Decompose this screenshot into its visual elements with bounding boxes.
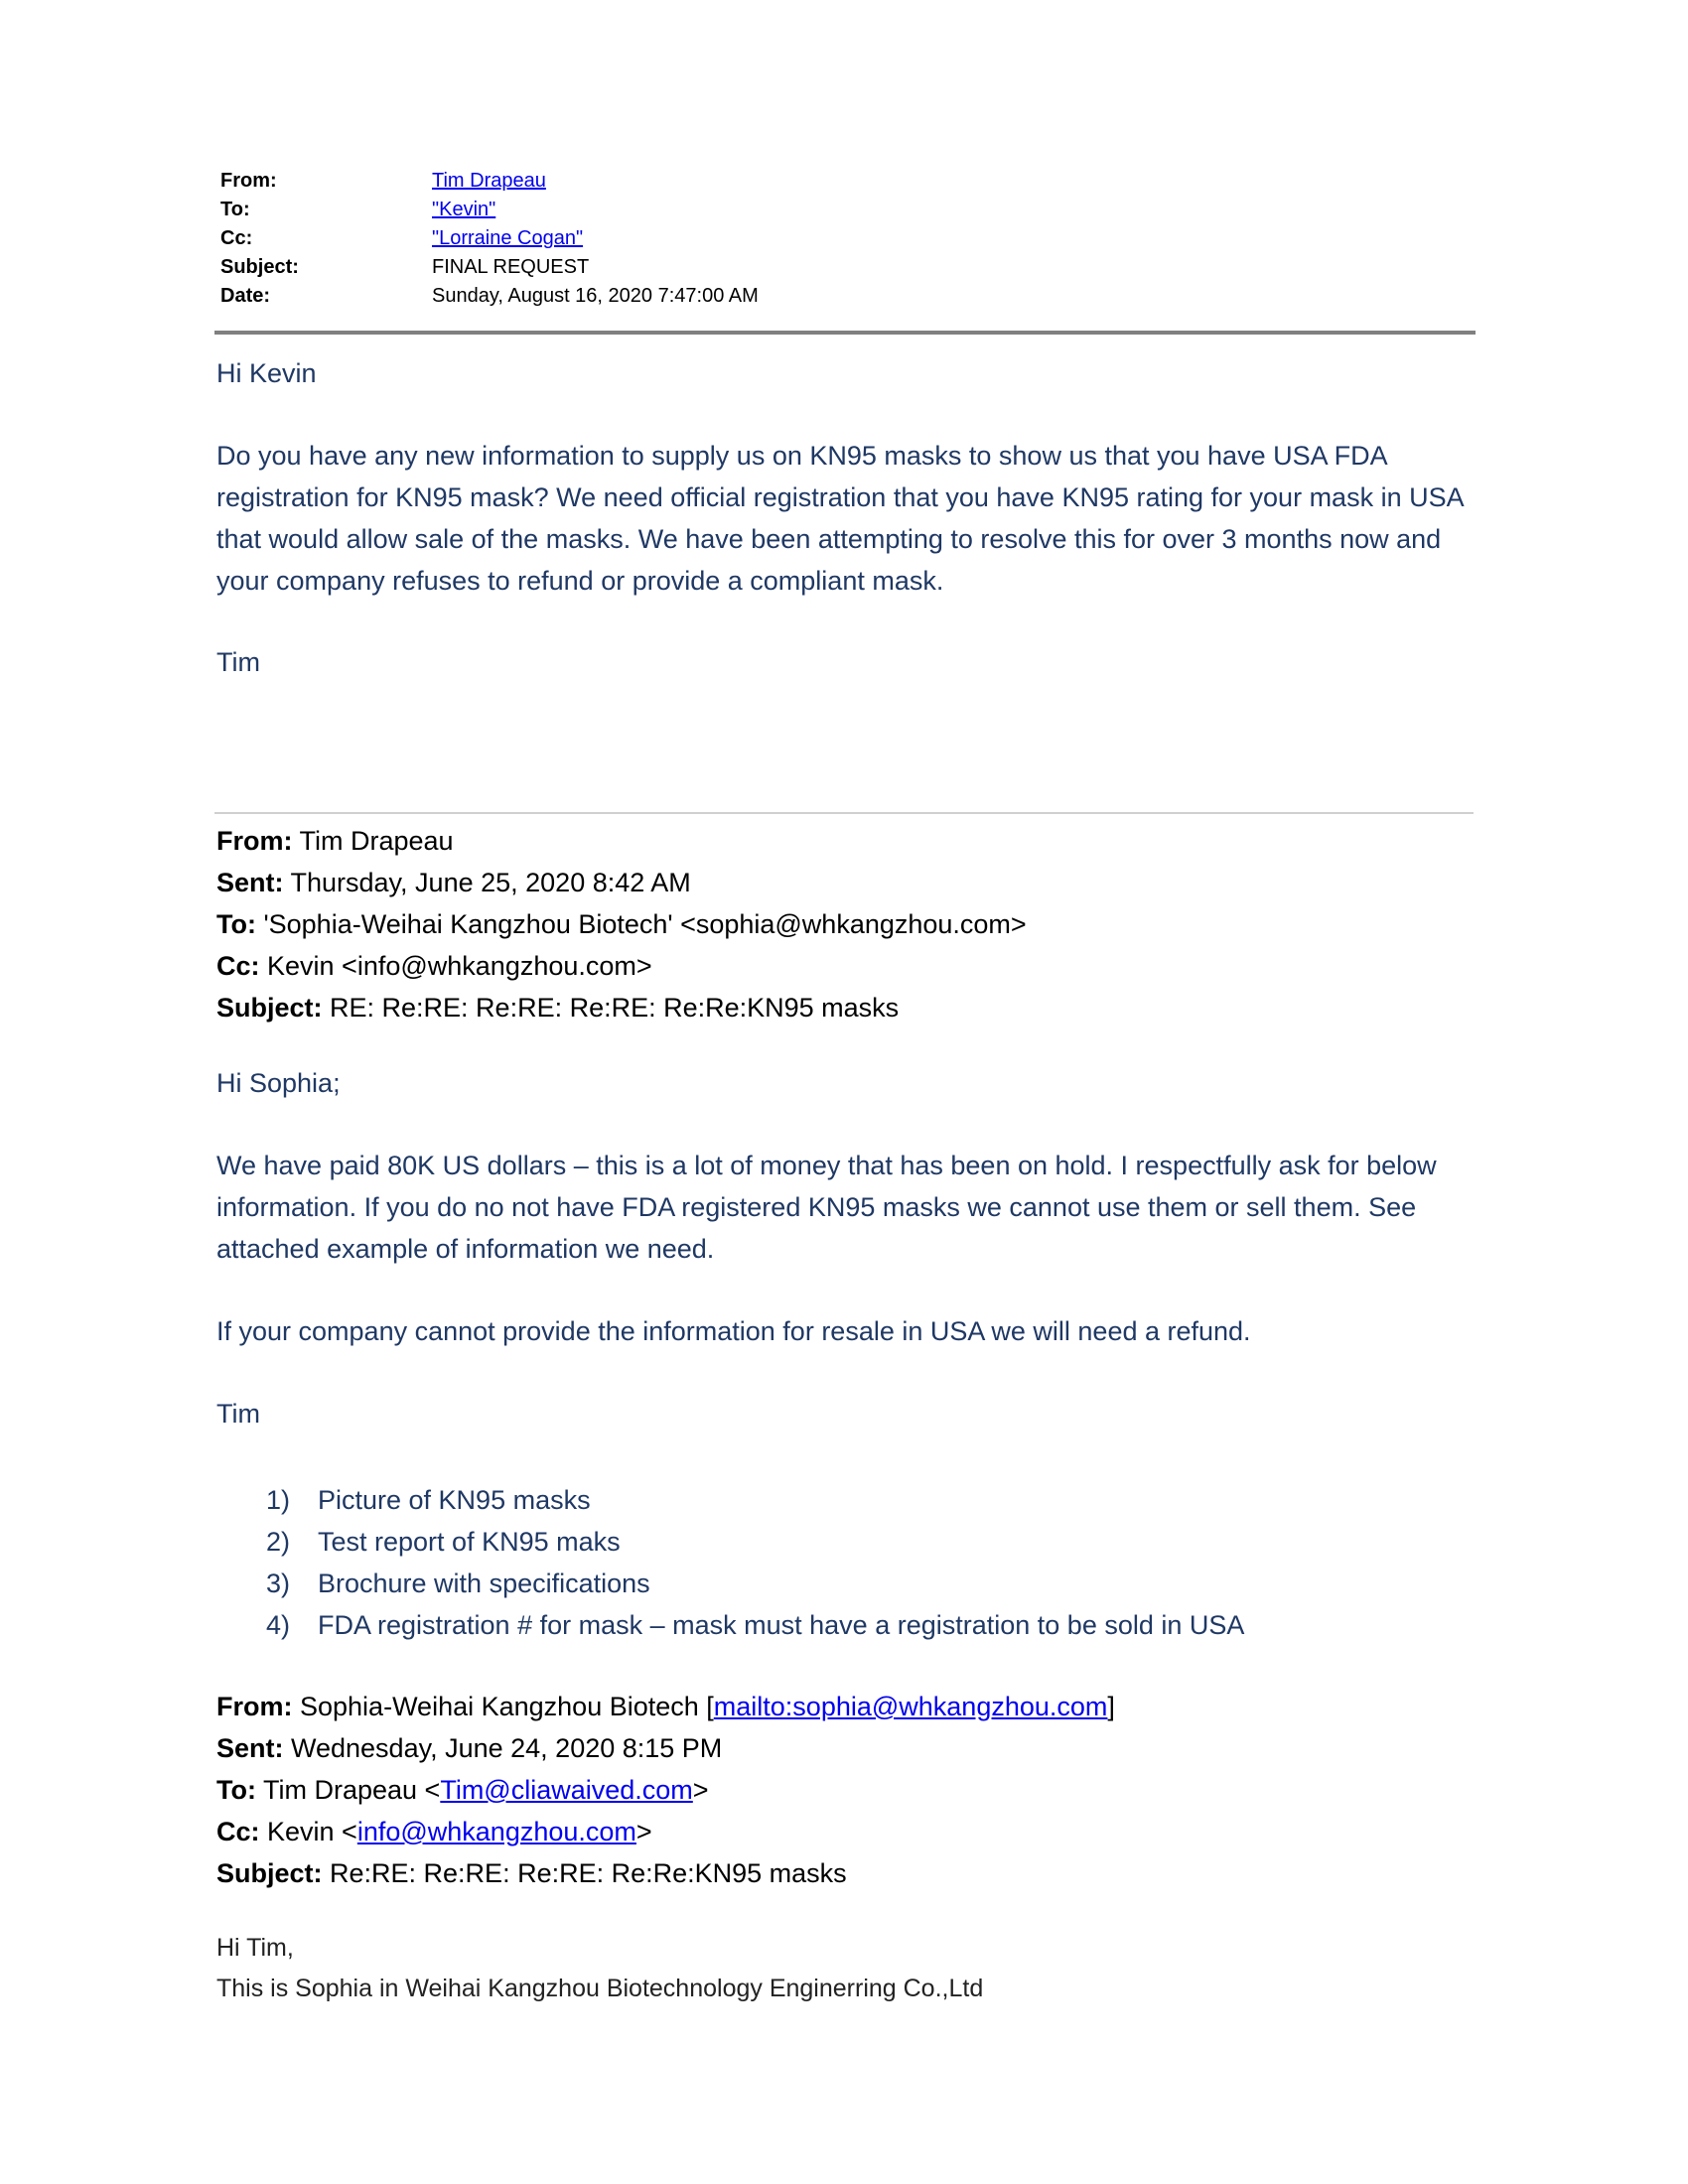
quoted-message-divider — [214, 812, 1474, 814]
message3-cc-suffix: > — [635, 1817, 652, 1846]
header-cc-label: Cc: — [220, 227, 253, 249]
message2-subject-value: RE: Re:RE: Re:RE: Re:RE: Re:Re:KN95 masks — [322, 993, 900, 1023]
message3-line-1: This is Sophia in Weihai Kangzhou Biotechnology Enginerring Co.,Ltd — [216, 1975, 984, 2002]
message3-to-prefix: Tim Drapeau < — [255, 1775, 441, 1805]
header-from-row — [220, 167, 1474, 196]
email-header-table — [220, 167, 1474, 311]
header-from-link[interactable]: Tim Drapeau — [432, 170, 546, 192]
message2-to-label: To: — [216, 909, 256, 939]
header-to-label: To: — [220, 199, 250, 220]
message3-to-label: To: — [216, 1775, 256, 1805]
message2-to-value: 'Sophia-Weihai Kangzhou Biotech' <sophia@whkangzhou.com> — [255, 909, 1027, 939]
message3-to-suffix: > — [692, 1775, 709, 1805]
header-cc-link[interactable]: "Lorraine Cogan" — [432, 227, 584, 249]
message1-body: Do you have any new information to supply us on KN95 masks to show us that you have USA FDA registration for KN95 mask? We need official registration that you have KN95 rating for your mask in USA that would allow sale of the masks. We have been attempting to resolve this for over 3 months now and your company refuses to refund or provide a compliant mask. — [216, 441, 1464, 596]
header-from-label: From: — [220, 170, 277, 192]
message3-from-prefix: Sophia-Weihai Kangzhou Biotech [ — [292, 1692, 714, 1721]
message2-from-value: Tim Drapeau — [292, 826, 454, 856]
message2-from-label: From: — [216, 826, 293, 856]
list-item-number: 1) — [266, 1485, 291, 1515]
message2-cc-label: Cc: — [216, 951, 260, 981]
list-item-number: 2) — [266, 1527, 291, 1557]
message3-sent-value: Wednesday, June 24, 2020 8:15 PM — [283, 1733, 723, 1763]
list-item-number: 4) — [266, 1610, 291, 1640]
header-subject-row — [220, 253, 1474, 282]
message3-from-row — [216, 1686, 1115, 1727]
message3-cc-prefix: Kevin < — [259, 1817, 357, 1846]
message2-greeting: Hi Sophia; — [216, 1068, 341, 1098]
header-subject-value: FINAL REQUEST — [432, 256, 590, 278]
message2-sent-value: Thursday, June 25, 2020 8:42 AM — [283, 868, 691, 897]
header-date-value: Sunday, August 16, 2020 7:47:00 AM — [432, 285, 759, 307]
header-date-row — [220, 282, 1474, 311]
message1-greeting: Hi Kevin — [216, 358, 317, 388]
list-item-number: 3) — [266, 1569, 291, 1598]
list-item — [266, 1563, 1244, 1604]
message3-sent-label: Sent: — [216, 1733, 284, 1763]
header-divider — [214, 331, 1476, 335]
message2-sent-row — [216, 862, 1027, 903]
message3-sent-row — [216, 1727, 1115, 1769]
message3-from-mailto-link[interactable]: mailto:sophia@whkangzhou.com — [713, 1692, 1108, 1721]
message3-cc-email-link[interactable]: info@whkangzhou.com — [356, 1817, 636, 1846]
list-item — [266, 1479, 1244, 1521]
message2-signature: Tim — [216, 1399, 260, 1429]
message2-sent-label: Sent: — [216, 868, 284, 897]
message3-cc-label: Cc: — [216, 1817, 260, 1846]
message1-signature: Tim — [216, 647, 260, 677]
message3-cc-row — [216, 1811, 1115, 1852]
message2-cc-value: Kevin <info@whkangzhou.com> — [259, 951, 652, 981]
list-item-text: Picture of KN95 masks — [318, 1485, 591, 1515]
message3-to-email-link[interactable]: Tim@cliawaived.com — [440, 1775, 693, 1805]
message2-to-row — [216, 903, 1027, 945]
message3-from-label: From: — [216, 1692, 293, 1721]
message3-from-suffix: ] — [1107, 1692, 1115, 1721]
message2-body-paragraph-1: We have paid 80K US dollars – this is a lot of money that has been on hold. I respectfully ask for below information. If you do no not have FDA registered KN95 masks we cannot use them or sell them. See attached example of information we need. — [216, 1151, 1437, 1264]
message2-cc-row — [216, 945, 1027, 987]
header-cc-row — [220, 224, 1474, 253]
header-to-row — [220, 196, 1474, 224]
list-item-text: FDA registration # for mask – mask must have a registration to be sold in USA — [318, 1610, 1245, 1640]
header-subject-label: Subject: — [220, 256, 299, 278]
message2-from-row — [216, 820, 1027, 862]
message2-subject-row — [216, 987, 1027, 1028]
message3-subject-value: Re:RE: Re:RE: Re:RE: Re:Re:KN95 masks — [322, 1858, 847, 1888]
message3-to-row — [216, 1769, 1115, 1811]
list-item-text: Brochure with specifications — [318, 1569, 650, 1598]
message3-subject-label: Subject: — [216, 1858, 323, 1888]
list-item — [266, 1521, 1244, 1563]
message3-meta — [216, 1686, 1115, 1894]
message3-greeting: Hi Tim, — [216, 1934, 294, 1962]
header-to-link[interactable]: "Kevin" — [432, 199, 496, 220]
message2-subject-label: Subject: — [216, 993, 323, 1023]
message2-meta — [216, 820, 1027, 1028]
header-date-label: Date: — [220, 285, 271, 307]
requested-items-list — [266, 1479, 1244, 1646]
message2-body-paragraph-2: If your company cannot provide the information for resale in USA we will need a refund. — [216, 1316, 1251, 1346]
message3-subject-row — [216, 1852, 1115, 1894]
list-item — [266, 1604, 1244, 1646]
list-item-text: Test report of KN95 maks — [318, 1527, 621, 1557]
